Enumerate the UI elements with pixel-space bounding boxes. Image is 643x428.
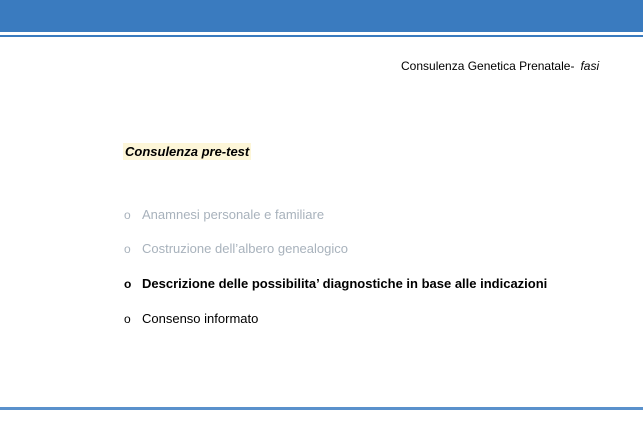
slide-header [401,59,599,73]
bullet-icon: o [124,208,131,222]
bullet-icon: o [124,242,131,256]
header-bar [0,0,643,32]
section-title: Consulenza pre-test [125,144,250,159]
step-label: Consenso informato [142,311,259,326]
step-label: Costruzione dell’albero genealogico [142,241,348,256]
step-label: Anamnesi personale e familiare [142,207,325,222]
header-phase: fasi [580,59,600,73]
step-item [124,207,324,222]
bullet-icon: o [124,312,131,326]
header-rule [0,35,643,37]
step-item [124,241,348,256]
bullet-icon: o [124,277,132,291]
footer-rule [0,407,643,410]
header-title: Consulenza Genetica Prenatale- [401,59,575,73]
step-item [124,311,258,326]
step-item-current [124,276,547,291]
step-label: Descrizione delle possibilita’ diagnostiche in base alle indicazioni [142,276,548,291]
